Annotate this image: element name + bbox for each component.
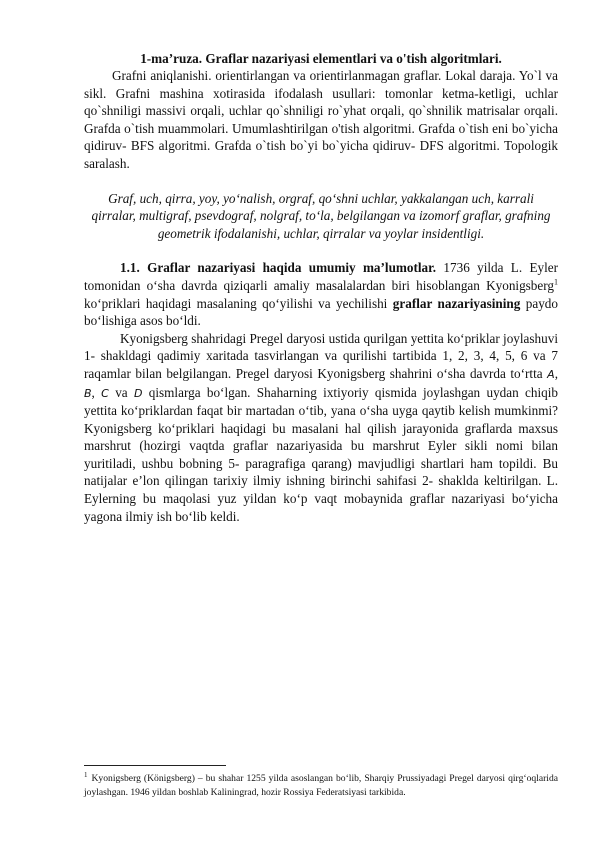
document-body bbox=[84, 50, 558, 525]
section-heading: 1.1. Graflar nazariyasi haqida umumiy ma’lumotlar. bbox=[120, 260, 437, 276]
separator: , bbox=[91, 384, 102, 400]
footnote-divider bbox=[84, 765, 226, 766]
paragraph-text: ko‘priklari haqidagi masalaning qo‘yilishi va yechilishi bbox=[84, 295, 393, 311]
footnote bbox=[84, 772, 558, 799]
variable-c: C bbox=[101, 386, 109, 400]
paragraph-text: Kyonigsberg shahridagi Pregel daryosi ustida qurilgan yettita ko‘priklar joylashuvi 1- shakldagi qadimiy xaritada tasvirlangan va qurilishi tartibida 1, 2, 3, 4, 5, 6 va 7 raqamlar bilan belgilangan. Pregel daryosi Kyonigsberg shahrini o‘sha davrda to‘rtta bbox=[84, 330, 558, 381]
variable-a: A bbox=[547, 367, 555, 381]
footnote-mark: 1 bbox=[84, 770, 88, 779]
bold-term: graflar nazariyasining bbox=[392, 295, 521, 311]
section-paragraph-1 bbox=[84, 259, 558, 329]
section-paragraph-2 bbox=[84, 330, 558, 526]
footnote-reference[interactable]: 1 bbox=[554, 277, 558, 287]
variable-b: B bbox=[84, 386, 92, 400]
intro-paragraph: Grafni aniqlanishi. orientirlangan va orientirlanmagan graflar. Lokal daraja. Yo`l va sikl. Grafni mashina xotirasida ifodalash usullari: tomonlar ketma-ketligi, uchlar qo`shniligi massivi orqali, uchlar qo`shniligi ro`yhat orqali, qo`shnilik matrisalar orqali. Grafda o`tish muammolari. Umumlashtirilgan o'tish algoritmi. Grafda o`tish eni bo`yicha qidiruv- BFS algoritmi. Grafda o`tish bo`yi bo`yicha qidiruv- DFS algoritmi. Topologik saralash. bbox=[84, 68, 558, 171]
keywords-paragraph: Graf, uch, qirra, yoy, yo‘nalish, orgraf, qo‘shni uchlar, yakkalangan uch, karrali qirralar, multigraf, psevdograf, nolgraf, to‘la, belgilangan va izomorf graflar, grafning geometrik ifodalanishi, uchlar, qirralar va yoylar insidentligi. bbox=[91, 190, 551, 241]
paragraph-text: qismlarga bo‘lgan. Shaharning ixtiyoriy qismida joylashgan uydan chiqib yettita ko‘priklardan faqat bir martadan o‘tib, yana o‘sha uyga qaytib kelish mumkinmi? Kyonigsberg ko‘priklari haqidagi bu masalani hal qilish jarayonida graflarda maxsus marshrut (hozirgi vaqtda graflar nazariyasida bu marshrut Eyler sikli nomi bilan yuritiladi, ushbu bobning 5- paragrafiga qarang) mavjudligi shartlari ham topildi. Bu natijalar e’lon qilingan tarixiy ilmiy ishning birinchi sahifasi 2- shaklda keltirilgan. L. Eylerning bu maqolasi yuz yildan ko‘p vaqt mobaynida graflar nazariyasi bo‘yicha yagona ilmiy ish bo‘lib keldi. bbox=[84, 384, 558, 524]
lecture-title: 1-ma’ruza. Graflar nazariyasi elementlari va o'tish algoritmlari. bbox=[140, 51, 502, 66]
paragraph-text: 1736 yilda L. Eyler tomonidan o‘sha davrda qiziqarli amaliy masalalardan biri hisoblangan Kyonigsberg bbox=[84, 260, 559, 293]
variable-d: D bbox=[133, 386, 143, 400]
paragraph-text: paydo bo‘lishiga asos bo‘ldi. bbox=[84, 295, 558, 329]
footnote-text: Kyonigsberg (Königsberg) – bu shahar 1255 yilda asoslangan bo‘lib, Sharqiy Prussiyadagi Pregel daryosi qirg‘oqlarida joylashgan. 1946 yildan boshlab Kaliningrad, hozir Rossiya Federatsiyasi tarkibida. bbox=[84, 773, 558, 798]
separator: , bbox=[554, 365, 558, 381]
separator: va bbox=[108, 384, 134, 400]
